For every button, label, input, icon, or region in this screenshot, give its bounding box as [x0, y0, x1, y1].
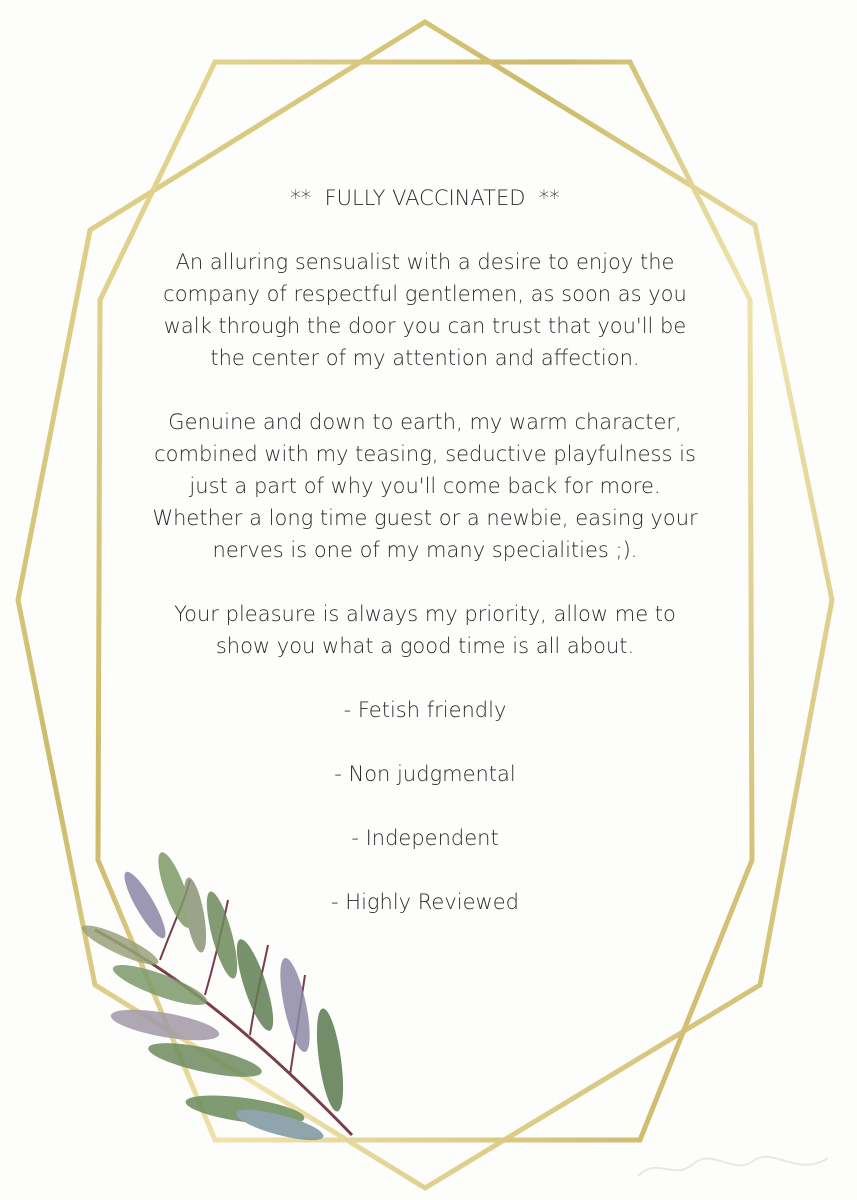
heading-fully-vaccinated: ** FULLY VACCINATED **: [290, 186, 560, 210]
paragraph-character: Genuine and down to earth, my warm character, combined with my teasing, seductive playfulness is just a part of why you'll come back for more. Whether a long time guest or a newbie, easing your nerves is one of my many specialities ;).: [152, 410, 698, 562]
list-item: - Fetish friendly: [343, 698, 507, 722]
flyer-text: [150, 182, 700, 950]
paragraph-intro: An alluring sensualist with a desire to enjoy the company of respectful gentlemen, as soon as you walk through the door you can trust that you'll be the center of my attention and affection.: [163, 250, 687, 370]
paragraph-pleasure: Your pleasure is always my priority, allow me to show you what a good time is all about.: [174, 602, 676, 658]
watermark-signature: [633, 1146, 833, 1186]
list-item: - Non judgmental: [334, 762, 516, 786]
list-item: - Highly Reviewed: [331, 890, 519, 914]
list-item: - Independent: [351, 826, 499, 850]
